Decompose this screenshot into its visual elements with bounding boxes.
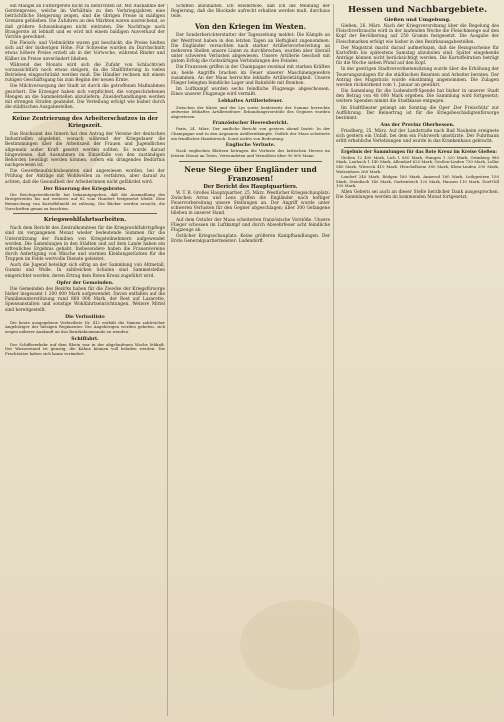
- body-paragraph: Schiffen abzuhalten. Ich wiederhole, daß ich die Meinung der Regierung, daß die Blockade aufrecht erhalten werden muß, durchaus teile.: [171, 4, 330, 20]
- body-paragraph: W. T. B. Großes Hauptquartier, 25. März. Westlicher Kriegsschauplatz: Zwischen Arras und Lens griffen die Engländer nach heftiger Feuervorbereitung unsere Stellungen an. Der Angriff wurde unter schweren Verlusten für den Gegner abgeschlagen; über 300 Gefangene blieben in unserer Hand.: [171, 190, 330, 217]
- section-rule: [13, 112, 157, 113]
- subsection-heading: Opfer der Gemeinden.: [56, 280, 114, 286]
- subsection-heading: Lebhaftes Artilleriefeuer.: [218, 99, 283, 105]
- body-paragraph: Die Reichsgetreidestelle hat bekanntgegeben, daß die Ausmahlung des Brotgetreides bis auf weiteres auf 82 vom Hundert festgesetzt bleibt. Eine Beimischung von Kartoffelmehl ist zulässig. Die Bäcker werden ersucht, die Vorschriften genau zu beachten.: [5, 191, 165, 211]
- body-paragraph: Die Milchversorgung der Stadt ist durch die getroffenen Maßnahmen gesichert. Die Erzeuger haben sich verpflichtet, die vorgeschriebenen Mengen an die Sammelstellen abzuliefern; Zuwiderhandlungen werden mit strengen Strafen geahndet. Die Verteilung erfolgt wie bisher durch die städtischen Ausgabestellen.: [5, 84, 165, 110]
- regional-section-title: Hessen und Nachbargebiete.: [347, 5, 488, 15]
- body-paragraph: Das Reichsamt des Innern hat den Antrag der Vereine der deutschen Industriellen abgelehnt, wonach während der Kriegsdauer die Bestimmungen über die Arbeitszeit der Frauen und Jugendlichen allgemein außer Kraft gesetzt werden sollten. Es wurde darauf hingewiesen, daß Ausnahmen im Einzelfalle von den zuständigen Behörden bewilligt werden können, sofern ein dringendes Bedürfnis nachgewiesen ist.: [5, 132, 165, 169]
- column-divider: [333, 4, 334, 716]
- body-paragraph: Im Stadttheater gelangt am Sonntag die Oper ‚Der Freischütz‘ zur Aufführung. Der Reinertrag ist für die Kriegsbeschädigtenfürsorge bestimmt.: [336, 105, 499, 121]
- body-paragraph: Nach englischen Blättern betragen die Verluste des britischen Heeres im letzten Monat an Toten, Verwundeten und Vermißten über 90 000 Mann.: [171, 148, 330, 158]
- body-paragraph: Allen Gebern sei auch an dieser Stelle herzlicher Dank ausgesprochen. Die Sammlungen werden im kommenden Monat fortgesetzt.: [336, 189, 499, 201]
- body-paragraph: Der Schiffsverkehr auf dem Rhein war in der abgelaufenen Woche lebhaft. Der Wasserstand ist günstig; die Kähne können voll beladen werden. Die Frachtsätze haben sich kaum verändert.: [5, 341, 165, 356]
- body-paragraph: Auch die Jugend beteiligt sich eifrig an der Sammlung von Altmetall, Gummi und Wolle. In zahlreichen Schulen sind Sammelstellen eingerichtet worden, deren Ertrag dem Roten Kreuz zugeführt wird.: [5, 263, 165, 279]
- body-paragraph: Gießen, 26. März. Nach der Kriegsverordnung über die Regelung des Fleischverbrauchs wird in der laufenden Woche die Fleischmenge auf den Kopf der Bevölkerung auf 250 Gramm festgesetzt. Die Ausgabe der Fleischmarken erfolgt wie bisher in den Bezirksausgabestellen.: [336, 24, 499, 45]
- body-paragraph: Im Luftkampf wurden sechs feindliche Flugzeuge abgeschossen. Eines unserer Flugzeuge wird vermißt.: [171, 87, 330, 98]
- body-paragraph: Paris, 24. März. Der amtliche Bericht von gestern abend lautet: In der Champagne und in den Argonnen Artilleriekämpfe. Östlich der Maas scheiterte ein feindlicher Handstreich. Sonst nichts von Bedeutung.: [171, 126, 330, 141]
- column-divider: [167, 4, 168, 716]
- subsection-heading: Schiffahrt.: [71, 336, 99, 342]
- body-paragraph: Östlicher Kriegsschauplatz: Keine größeren Kampfhandlungen. Der Erste Generalquartiermeister: Ludendorff.: [171, 233, 330, 245]
- subsection-heading: Französischer Heeresbericht.: [212, 121, 289, 127]
- body-paragraph: Während des Monats wird sich die Zufuhr von Schlachtvieh voraussichtlich noch etwas steigern, da die Stallfütterung in vielen Betrieben eingeschränkt werden muß. Die Händler rechnen mit einem ruhigen Geschäftsgang bis zum Beginn der neuen Ernte.: [5, 62, 165, 84]
- body-paragraph: In der gestrigen Stadtverordnetensitzung wurde über die Erhöhung der Teuerungszulagen für die städtischen Beamten und Arbeiter beraten. Der Antrag des Magistrats wurde einstimmig angenommen. Die Zulagen werden rückwirkend vom 1. Januar an gewährt.: [336, 67, 499, 88]
- donation-list: Londorf 240 Mark, Rödgen 180 Mark, Annerod 160 Mark, Leihgestern 150 Mark, Steinbach 140 Mark, Garbenteich 120 Mark, Hausen 110 Mark, Dorf-Gill 100 Mark.: [336, 174, 499, 189]
- subsection-heading: Die Verlustliste: [65, 314, 105, 320]
- body-paragraph: Friedberg, 25. März. Auf der Landstraße nach Bad Nauheim ereignete sich gestern ein Unfall, bei dem ein Fuhrwerk umstürzte. Der Fuhrmann erlitt erhebliche Verletzungen und wurde in das Krankenhaus gebracht.: [336, 129, 499, 145]
- section-heading: Keine Zentrierung des Arbeiterschutzes in der Kriegszeit.: [11, 116, 159, 130]
- body-paragraph: Nach dem Bericht des Zentralkomitees für die Kriegswohlfahrtspflege sind im vergangenen Monat wieder bedeutende Summen für die Unterstützung der Familien von Kriegsteilnehmern aufgewendet worden. Die Sammlungen in den Städten und auf dem Lande haben ein erfreuliches Ergebnis gehabt. Insbesondere haben die Frauenvereine durch Anfertigung von Wäsche und warmen Kleidungsstücken für die Truppen im Felde wertvolle Dienste geleistet.: [5, 226, 165, 263]
- body-paragraph: Die Gemeinden des Bezirks haben für die Zwecke der Kriegsfürsorge bisher insgesamt 1 200 000 Mark aufgewendet. Davon entfallen auf die Familienunterstützung rund 860 000 Mark, der Rest auf Lazarette, Speiseanstalten und sonstige Wohlfahrtseinrichtungen. Weitere Mittel sind bereitgestellt.: [5, 286, 165, 313]
- body-paragraph: Zwischen der Küste und der Lys sowie beiderseits der Somme herrschte zeitweise lebhaftes Artilleriefeuer. Erkundungsvorstöße des Gegners wurden abgewiesen.: [171, 104, 330, 119]
- body-paragraph: Die Fleisch- und Viehmärkte waren gut beschickt; die Preise hielten sich auf der bisherigen Höhe. Für Schweine wurden im Durchschnitt etwas höhere Preise erzielt als in der Vorwoche, während Rinder und Kälber im Preise unverändert blieben.: [5, 41, 165, 62]
- body-paragraph: Die Sammlung für die Ludendorff-Spende hat bisher in unserer Stadt den Betrag von 48 000 Mark ergeben. Die Sammlung wird fortgesetzt; weitere Spenden nimmt die Stadtkasse entgegen.: [336, 89, 499, 105]
- section-rule: [344, 147, 491, 148]
- article-column-2: [171, 4, 330, 716]
- section-rule: [179, 161, 322, 162]
- article-column-3: [336, 4, 499, 716]
- regional-subtitle: Gießen und Umgebung.: [384, 17, 451, 23]
- article-column-1: [5, 4, 165, 716]
- donation-list: Gießen 12 400 Mark, Lich 1 850 Mark, Hungen 1 320 Mark, Grünberg 980 Mark, Laubach 1 140 Mark, Allendorf 620 Mark, Großen-Linden 730 Mark, Lollar 540 Mark, Wieseck 410 Mark, Heuchelheim 380 Mark, Klein-Linden 290 Mark, Watzenborn 260 Mark.: [336, 154, 499, 174]
- subsection-heading: Englische Verluste.: [225, 143, 276, 149]
- body-paragraph: Der Sonderberichterstatter der Tageszeitung meldet: Die Kämpfe an der Westfront haben in den letzten Tagen an Heftigkeit zugenommen. Die Engländer versuchten nach starker Artillerievorbereitung an mehreren Stellen unsere Linien zu durchbrechen, wurden aber überall unter schweren Verlusten abgewiesen. Unsere Artillerie beschoß mit gutem Erfolg die rückwärtigen Verbindungen des Feindes.: [171, 33, 330, 65]
- body-paragraph: Die heute ausgegebene Verlustliste Nr. 412 enthält die Namen zahlreicher Angehöriger der hiesigen Regimenter. Die Angehörigen werden gebeten, sich wegen näherer Auskunft an das Bezirkskommando zu wenden.: [5, 319, 165, 335]
- section-heading: Kriegswohlfahrtsarbeiten.: [43, 217, 127, 224]
- subsection-heading: Aus der Provinz Oberhessen.: [380, 122, 455, 128]
- body-paragraph: Die Gewerbeaufsichtsbeamten sind angewiesen worden, bei der Prüfung der Anträge mit Wohlwollen zu verfahren, aber darauf zu achten, daß die Gesundheit der Arbeiterinnen nicht gefährdet wird.: [5, 169, 165, 185]
- body-paragraph: Die Franzosen griffen in der Champagne zweimal mit starken Kräften an; beide Angriffe brachen im Feuer unserer Maschinengewehre zusammen. An der Maas herrschte lebhafte Artillerietätigkeit. Unsere Flieger belegten feindliche Lager und Bahnhöfe mit Bomben.: [171, 65, 330, 86]
- article-headline: Von den Kriegen im Westen.: [194, 22, 307, 32]
- body-paragraph: ein Mangel an Futtergerste nicht zu befürchten ist. Mit Ausnahme der Gerstenpreise, welche im Verhältnis zu den Vorkriegsjahren eine beträchtliche Steigerung zeigen, sind die übrigen Preise in mäßigen Grenzen geblieben. Die Zufuhren an den Märkten waren ausreichend, so daß größere Schwankungen nicht eintraten. Die Nachfrage nach Braugerste ist lebhaft und es wird mit einem baldigen Ausverkauf der Vorräte gerechnet.: [5, 4, 165, 40]
- article-subheadline: Der Bericht des Hauptquartiers.: [203, 183, 298, 190]
- list-intro: Ergebnis der Sammlungen für das Rote Kreuz im Kreise Gießen:: [341, 149, 497, 155]
- body-paragraph: Auf dem Ostufer der Maas scheiterten französische Vorstöße. Unsere Flieger schossen im Luftkampf und durch Abwehrfeuer acht feindliche Flugzeuge ab.: [171, 217, 330, 233]
- body-paragraph: Der Magistrat macht darauf aufmerksam, daß die Bezugsscheine für Kartoffeln bis spätestens Samstag abzuholen sind. Später eingehende Anträge können nicht berücksichtigt werden. Die Kartoffelration beträgt für die Woche sieben Pfund auf den Kopf.: [336, 45, 499, 67]
- section-rule: [13, 213, 157, 214]
- subsection-heading: Der Bäuerung des Kriegsbrotes.: [43, 186, 127, 192]
- article-headline: Neue Siege über Engländer und Franzosen!: [184, 164, 317, 183]
